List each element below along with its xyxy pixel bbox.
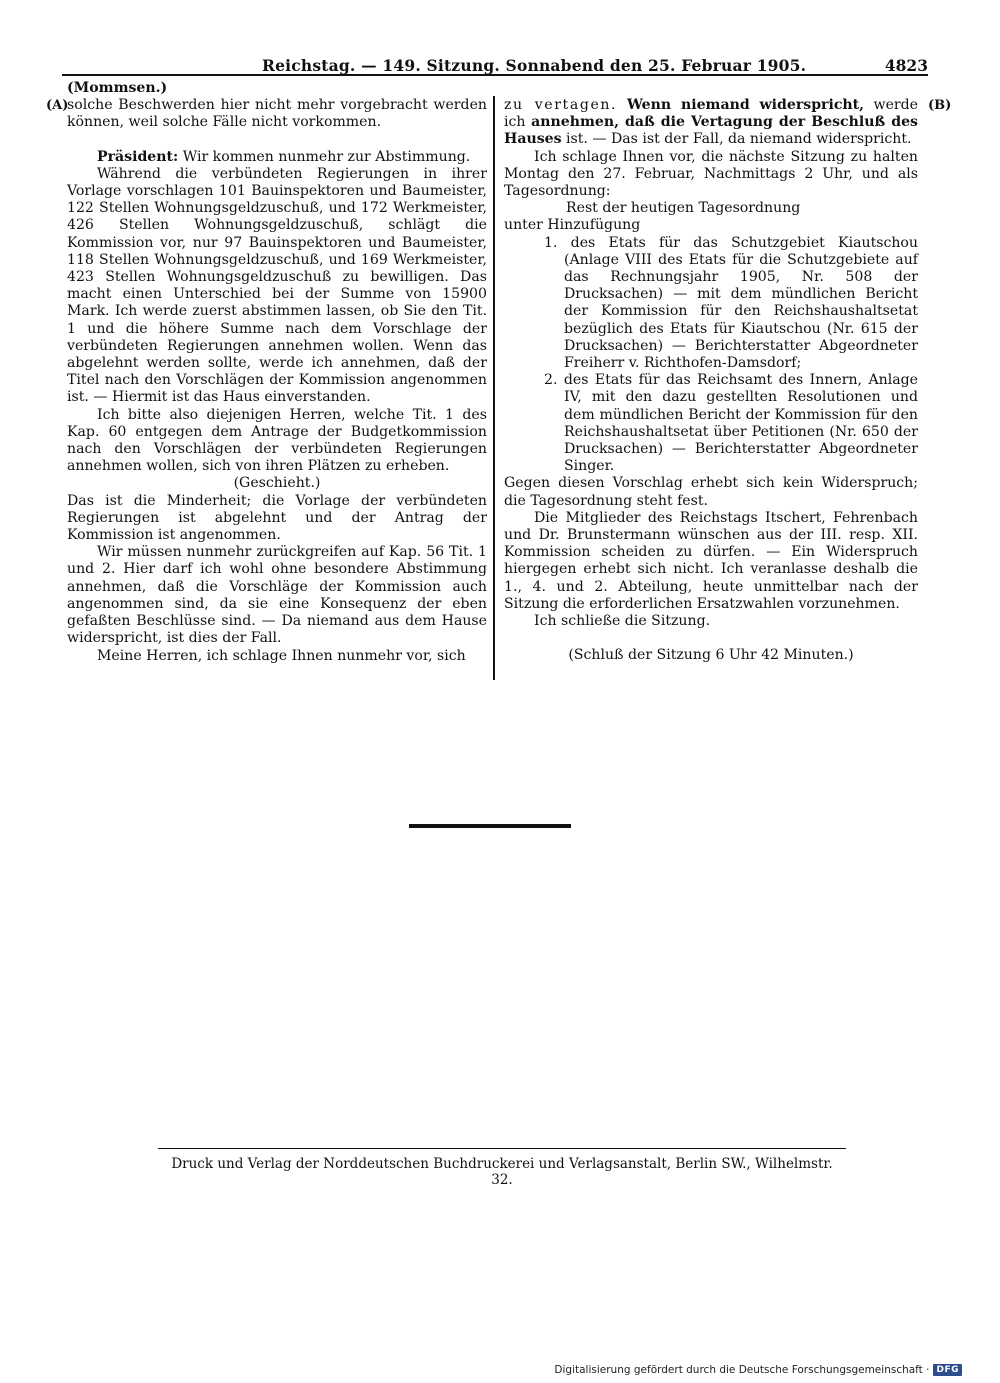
- agenda-title: Rest der heutigen Tagesordnung: [566, 200, 801, 217]
- footer-rule: [158, 1148, 846, 1149]
- closing-note: (Schluß der Sitzung 6 Uhr 42 Minuten.): [568, 647, 854, 664]
- right-column: [504, 80, 918, 665]
- imprint: Druck und Verlag der Norddeutschen Buchdruckerei und Verlagsanstalt, Berlin SW., Wilhelmstr. 32.: [171, 1156, 833, 1188]
- bold-text: Wenn niemand widerspricht,: [617, 97, 865, 113]
- paragraph: Wir müssen nunmehr zurückgreifen auf Kap. 56 Tit. 1 und 2. Hier darf ich wohl ohne besondere Abstimmung annehmen, daß die Vorschläge der Kommission auch angenommen sind, da sie eine Konsequenz der eben gefaßten Beschlüsse sind. — Da niemand aus dem Hause widerspricht, ist dies der Fall.: [67, 544, 487, 647]
- paragraph: Das ist die Minderheit; die Vorlage der verbündeten Regierungen ist abgelehnt und der Antrag der Kommission ist angenommen.: [67, 492, 487, 544]
- paragraph: Die Mitglieder des Reichstags Itschert, Fehrenbach und Dr. Brunstermann wünschen aus der III. resp. XII. Kommission scheiden zu dürfen. — Ein Widerspruch hiergegen erhebt sich nicht. Ich veranlasse deshalb die 1., 4. und 2. Abteilung, heute unmittelbar nach der Sitzung die erforderlichen Ersatzwahlen vorzunehmen.: [504, 509, 918, 612]
- margin-marker-a: (A): [46, 98, 69, 113]
- credit-text: Digitalisierung gefördert durch die Deutsche Forschungsgemeinschaft ·: [554, 1364, 930, 1376]
- bold-text: annehmen, daß die Vertagung der Beschluß des Hauses: [504, 114, 918, 148]
- stage-direction: (Geschieht.): [233, 475, 321, 492]
- president-paragraph: [67, 149, 487, 166]
- running-header: [62, 52, 928, 76]
- speech-text: Wir kommen nunmehr zur Abstimmung.: [178, 148, 471, 165]
- digitization-credit: [554, 1364, 962, 1376]
- column-divider: [493, 96, 495, 680]
- left-column: [67, 80, 487, 665]
- paragraph: unter Hinzufügung: [504, 217, 641, 234]
- paragraph: [504, 97, 918, 149]
- page-number: 4823: [884, 56, 928, 75]
- agenda-item: 1. des Etats für das Schutzgebiet Kiautschou (Anlage VIII des Etats für die Schutzgebiete auf das Rechnungsjahr 1905, Nr. 508 der Drucksachen) — mit dem mündlichen Bericht der Kommission für den Reichshaushaltsetat bezüglich des Etats für Kiautschou (Nr. 615 der Drucksachen) — Berichterstatter Abgeordneter Freiherr v. Richthofen-Damsdorf;: [544, 234, 918, 372]
- paragraph: Meine Herren, ich schlage Ihnen nunmehr vor, sich: [97, 647, 466, 664]
- paragraph: Ich schließe die Sitzung.: [534, 613, 711, 630]
- spaced-text: zu vertagen.: [504, 97, 618, 113]
- margin-marker-b: (B): [928, 98, 952, 113]
- speaker-name: Präsident:: [97, 148, 179, 165]
- header-title: Reichstag. — 149. Sitzung. Sonnabend den 25. Februar 1905.: [262, 56, 807, 75]
- text: werde ich: [504, 97, 919, 131]
- paragraph: Während die verbündeten Regierungen in ihrer Vorlage vorschlagen 101 Bauinspektoren und Baumeister, 122 Stellen Wohnungsgeldzuschuß, und 172 Werkmeister, 426 Stellen Wohnungsgeldzuschuß, schlägt die Kommission vor, nur 97 Bauinspektoren und Baumeister, 118 Stellen Wohnungsgeldzuschuß, und 169 Werkmeister, 423 Stellen Wohnungsgeldzuschuß zu bewilligen. Das macht einen Unterschied bei der Summe von 15900 Mark. Ich werde zuerst abstimmen lassen, ob Sie den Tit. 1 und die höhere Summe nach dem Vorschlage der verbündeten Regierungen annehmen wollen. Wenn das abgelehnt werden sollte, werde ich annehmen, daß der Titel nach den Vorschlägen der Kommission angenommen ist. — Hiermit ist das Haus einverstanden.: [67, 165, 487, 406]
- speaker-tag: (Mommsen.): [67, 80, 168, 96]
- paragraph: Ich bitte also diejenigen Herren, welche Tit. 1 des Kap. 60 entgegen dem Antrage der Budgetkommission nach den Vorschlägen der verbündeten Regierungen annehmen wollen, sich von ihren Plätzen zu erheben.: [67, 406, 487, 475]
- agenda-item: 2. des Etats für das Reichsamt des Innern, Anlage IV, mit den dazu gestellten Resolutionen und dem mündlichen Bericht der Kommission für den Reichshaushaltsetat über Petitionen (Nr. 650 der Drucksachen) — Berichterstatter Abgeordneter Singer.: [544, 372, 918, 475]
- dfg-logo: DFG: [933, 1364, 962, 1376]
- paragraph: Ich schlage Ihnen vor, die nächste Sitzung zu halten Montag den 27. Februar, Nachmittags 2 Uhr, und als Tagesordnung:: [504, 148, 918, 200]
- end-rule: [409, 824, 571, 828]
- text: ist. — Das ist der Fall, da niemand widerspricht.: [561, 131, 912, 148]
- header-rule: [62, 74, 928, 76]
- paragraph: solche Beschwerden hier nicht mehr vorgebracht werden können, weil solche Fälle nicht vorkommen.: [67, 97, 487, 131]
- paragraph: Gegen diesen Vorschlag erhebt sich kein Widerspruch; die Tagesordnung steht fest.: [504, 475, 918, 509]
